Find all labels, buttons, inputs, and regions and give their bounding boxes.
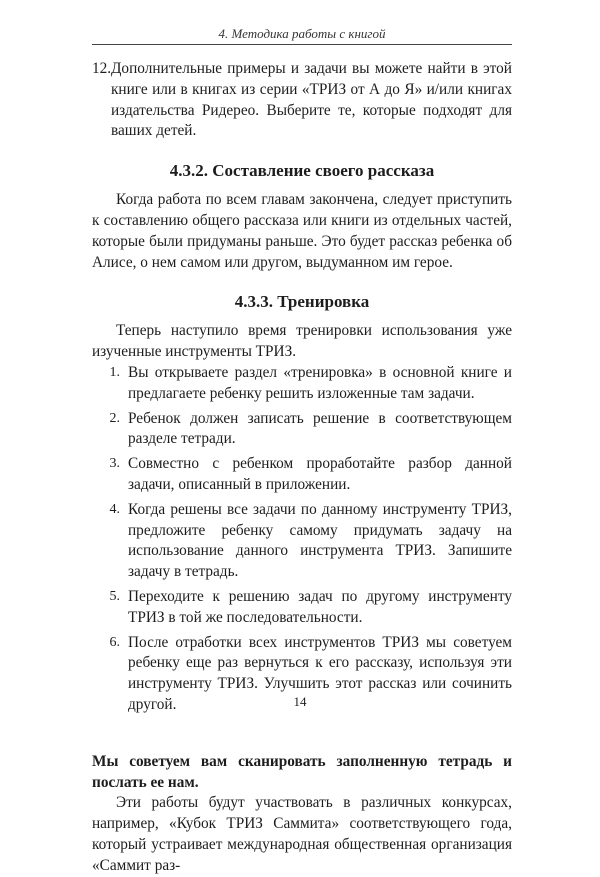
page-number: 14 — [293, 694, 307, 709]
running-title: 4. Методика работы с книгой — [218, 26, 386, 41]
step-text: Вы открываете раздел «тренировка» в основной книге и предлагаете ребенку решить изложенные там задачи. — [128, 363, 512, 402]
step-number: 5. — [109, 588, 120, 604]
closing-paragraph: Эти работы будут участвовать в различных конкурсах, например, «Кубок ТРИЗ Саммита» соответствующего года, который устраивает международная общественная организация «Саммит раз- — [92, 794, 512, 874]
section-heading-4-3-2: 4.3.2. Составление своего рассказа — [169, 161, 435, 181]
list-item-text: Дополнительные примеры и задачи вы можете найти в этой книге или в книгах из серии «ТРИЗ от А до Я» и/или книгах издательства Ридерео. Выберите те, которые подходят для ваших детей. — [111, 60, 512, 140]
step-text: Совместно с ребенком проработайте разбор данной задачи, описанный в приложении. — [128, 455, 512, 493]
section-paragraph: Когда работа по всем главам закончена, следует приступить к составлению общего рассказа или книги из отдельных частей, которые были придуманы раньше. Это будет рассказ ребенка об Алисе, о нем самом или другом, выдуманном им герое. — [92, 191, 512, 271]
list-item — [92, 500, 512, 583]
list-item — [92, 409, 512, 451]
step-number: 3. — [109, 456, 120, 472]
step-text: Переходите к решению задач по другому инструменту ТРИЗ в той же последовательности. — [128, 587, 512, 626]
step-text: Ребенок должен записать решение в соответствующем разделе тетради. — [128, 409, 512, 448]
list-item — [92, 363, 512, 405]
step-text: Когда решены все задачи по данному инструменту ТРИЗ, предложите ребенку самому придумать задачу на использование данного инструмента ТРИЗ. Запишите задачу в тетрадь. — [128, 500, 512, 581]
step-text: После отработки всех инструментов ТРИЗ мы советуем ребенку еще раз вернуться к его рассказу, используя эти инструменту ТРИЗ. Улучшить этот рассказ или сочинить другой. — [128, 633, 512, 713]
step-number: 1. — [109, 364, 120, 380]
header-rule — [92, 44, 512, 45]
step-number: 6. — [109, 634, 120, 650]
section-heading-4-3-3: 4.3.3. Тренировка — [234, 292, 370, 312]
step-number: 2. — [109, 410, 120, 426]
list-item-12 — [92, 59, 512, 142]
page-body — [92, 59, 512, 877]
list-item — [92, 587, 512, 629]
section-intro: Теперь наступило время тренировки использования уже изученные инструменты ТРИЗ. — [92, 322, 512, 361]
scan-advice: Мы советуем вам сканировать заполненную тетрадь и послать ее нам. — [92, 752, 512, 791]
steps-list — [92, 363, 512, 716]
step-number: 4. — [109, 501, 120, 517]
list-item-number: 12. — [92, 60, 112, 77]
list-item — [92, 454, 512, 496]
